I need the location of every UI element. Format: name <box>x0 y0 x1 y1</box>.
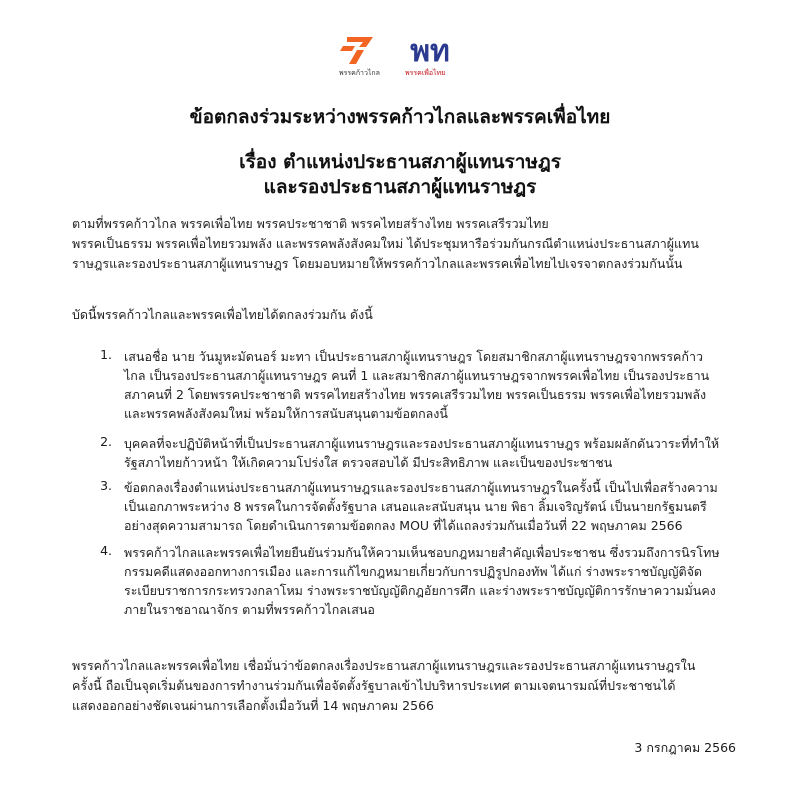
intro-paragraph: ตามที่พรรคก้าวไกล พรรคเพื่อไทย พรรคประชาชาติ พรรคไทยสร้างไทย พรรคเสรีรวมไทย พรรคเป็นธรรม พรรคเพื่อไทยรวมพลัง และพรรคพลังสังคมใหม่ ได้ประชุมหารือร่วมกันกรณีตำแหน่งประธานสภาผู้แทน ราษฎรและรองประธานสภาผู้แทนราษฎร โดยมอบหมายให้พรรคก้าวไกลและพรรคเพื่อไทยไปเจรจาตกลงร่วมกันนั้น <box>72 216 699 271</box>
item-number: 2. <box>100 434 112 449</box>
item-number: 4. <box>100 543 112 558</box>
agreement-item: พรรคก้าวไกลและพรรคเพื่อไทยยืนยันร่วมกันให้ความเห็นชอบกฎหมายสำคัญเพื่อประชาชน ซึ่งรวมถึงการนิรโทษ กรรมคดีแสดงออกทางการเมือง และการแก้ไขกฎหมายเกี่ยวกับการปฏิรูปกองทัพ ได้แก่ ร่างพระราชบัญญัติจัด ระเบียบราชการกระทรวงกลาโหม ร่างพระราชบัญญัติกฎอัยการศึก และร่างพระราชบัญญัติการรักษาความมั่นคง ภายในราชอาณาจักร ตามที่พรรคก้าวไกลเสนอ <box>124 545 720 617</box>
party-logos <box>0 34 800 80</box>
agreement-intro: บัดนี้พรรคก้าวไกลและพรรคเพื่อไทยได้ตกลงร่วมกัน ดังนี้ <box>72 307 373 322</box>
move-forward-logo <box>339 34 381 80</box>
document-date: 3 กรกฎาคม 2566 <box>634 740 736 755</box>
pheu-thai-logo <box>403 34 457 80</box>
move-forward-arrow-icon <box>339 34 381 66</box>
subject-line-1: เรื่อง ตำแหน่งประธานสภาผู้แทนราษฎร <box>239 151 561 173</box>
subject-line-2: และรองประธานสภาผู้แทนราษฎร <box>263 176 537 198</box>
agreement-item: บุคคลที่จะปฏิบัติหน้าที่เป็นประธานสภาผู้แทนราษฎรและรองประธานสภาผู้แทนราษฎร พร้อมผลักดันวาระที่ทำให้ รัฐสภาไทยก้าวหน้า ให้เกิดความโปร่งใส ตรวจสอบได้ มีประสิทธิภาพ และเป็นของประชาชน <box>124 436 720 470</box>
pheu-thai-caption: พรรคเพื่อไทย <box>405 69 446 77</box>
item-number: 1. <box>100 347 112 362</box>
document-title: ข้อตกลงร่วมระหว่างพรรคก้าวไกลและพรรคเพื่อไทย <box>189 106 611 128</box>
closing-paragraph: พรรคก้าวไกลและพรรคเพื่อไทย เชื่อมั่นว่าข้อตกลงเรื่องประธานสภาผู้แทนราษฎรและรองประธานสภาผู้แทนราษฎรใน ครั้งนี้ ถือเป็นจุดเริ่มต้นของการทำงานร่วมกันเพื่อจัดตั้งรัฐบาลเข้าไปบริหารประเทศ ตามเจตนารมณ์ที่ประชาชนได้ แสดงออกอย่างชัดเจนผ่านการเลือกตั้งเมื่อวันที่ 14 พฤษภาคม 2566 <box>72 658 696 713</box>
move-forward-caption: พรรคก้าวไกล <box>339 69 380 77</box>
svg-text:พท: พท <box>410 34 450 66</box>
pheu-thai-mark <box>403 34 457 66</box>
agreement-item: เสนอชื่อ นาย วันมูหะมัดนอร์ มะทา เป็นประธานสภาผู้แทนราษฎร โดยสมาชิกสภาผู้แทนราษฎรจากพรรคก้าว ไกล เป็นรองประธานสภาผู้แทนราษฎร คนที่ 1 และสมาชิกสภาผู้แทนราษฎรจากพรรคเพื่อไทย เป็นรองประธาน สภาคนที่ 2 โดยพรรคประชาชาติ พรรคไทยสร้างไทย พรรคเสรีรวมไทย พรรคเป็นธรรม พรรคเพื่อไทยรวมพลัง และพรรคพลังสังคมใหม่ พร้อมให้การสนับสนุนตามข้อตกลงนี้ <box>124 349 710 421</box>
agreement-item: ข้อตกลงเรื่องตำแหน่งประธานสภาผู้แทนราษฎรและรองประธานสภาผู้แทนราษฎรในครั้งนี้ เป็นไปเพื่อสร้างความ เป็นเอกภาพระหว่าง 8 พรรคในการจัดตั้งรัฐบาล เสนอและสนับสนุน นาย พิธา ลิ้มเจริญรัตน์ เป็นนายกรัฐมนตรี อย่างสุดความสามารถ โดยดำเนินการตามข้อตกลง MOU ที่ได้แถลงร่วมกันเมื่อวันที่ 22 พฤษภาคม 2566 <box>124 480 718 533</box>
item-number: 3. <box>100 478 112 493</box>
